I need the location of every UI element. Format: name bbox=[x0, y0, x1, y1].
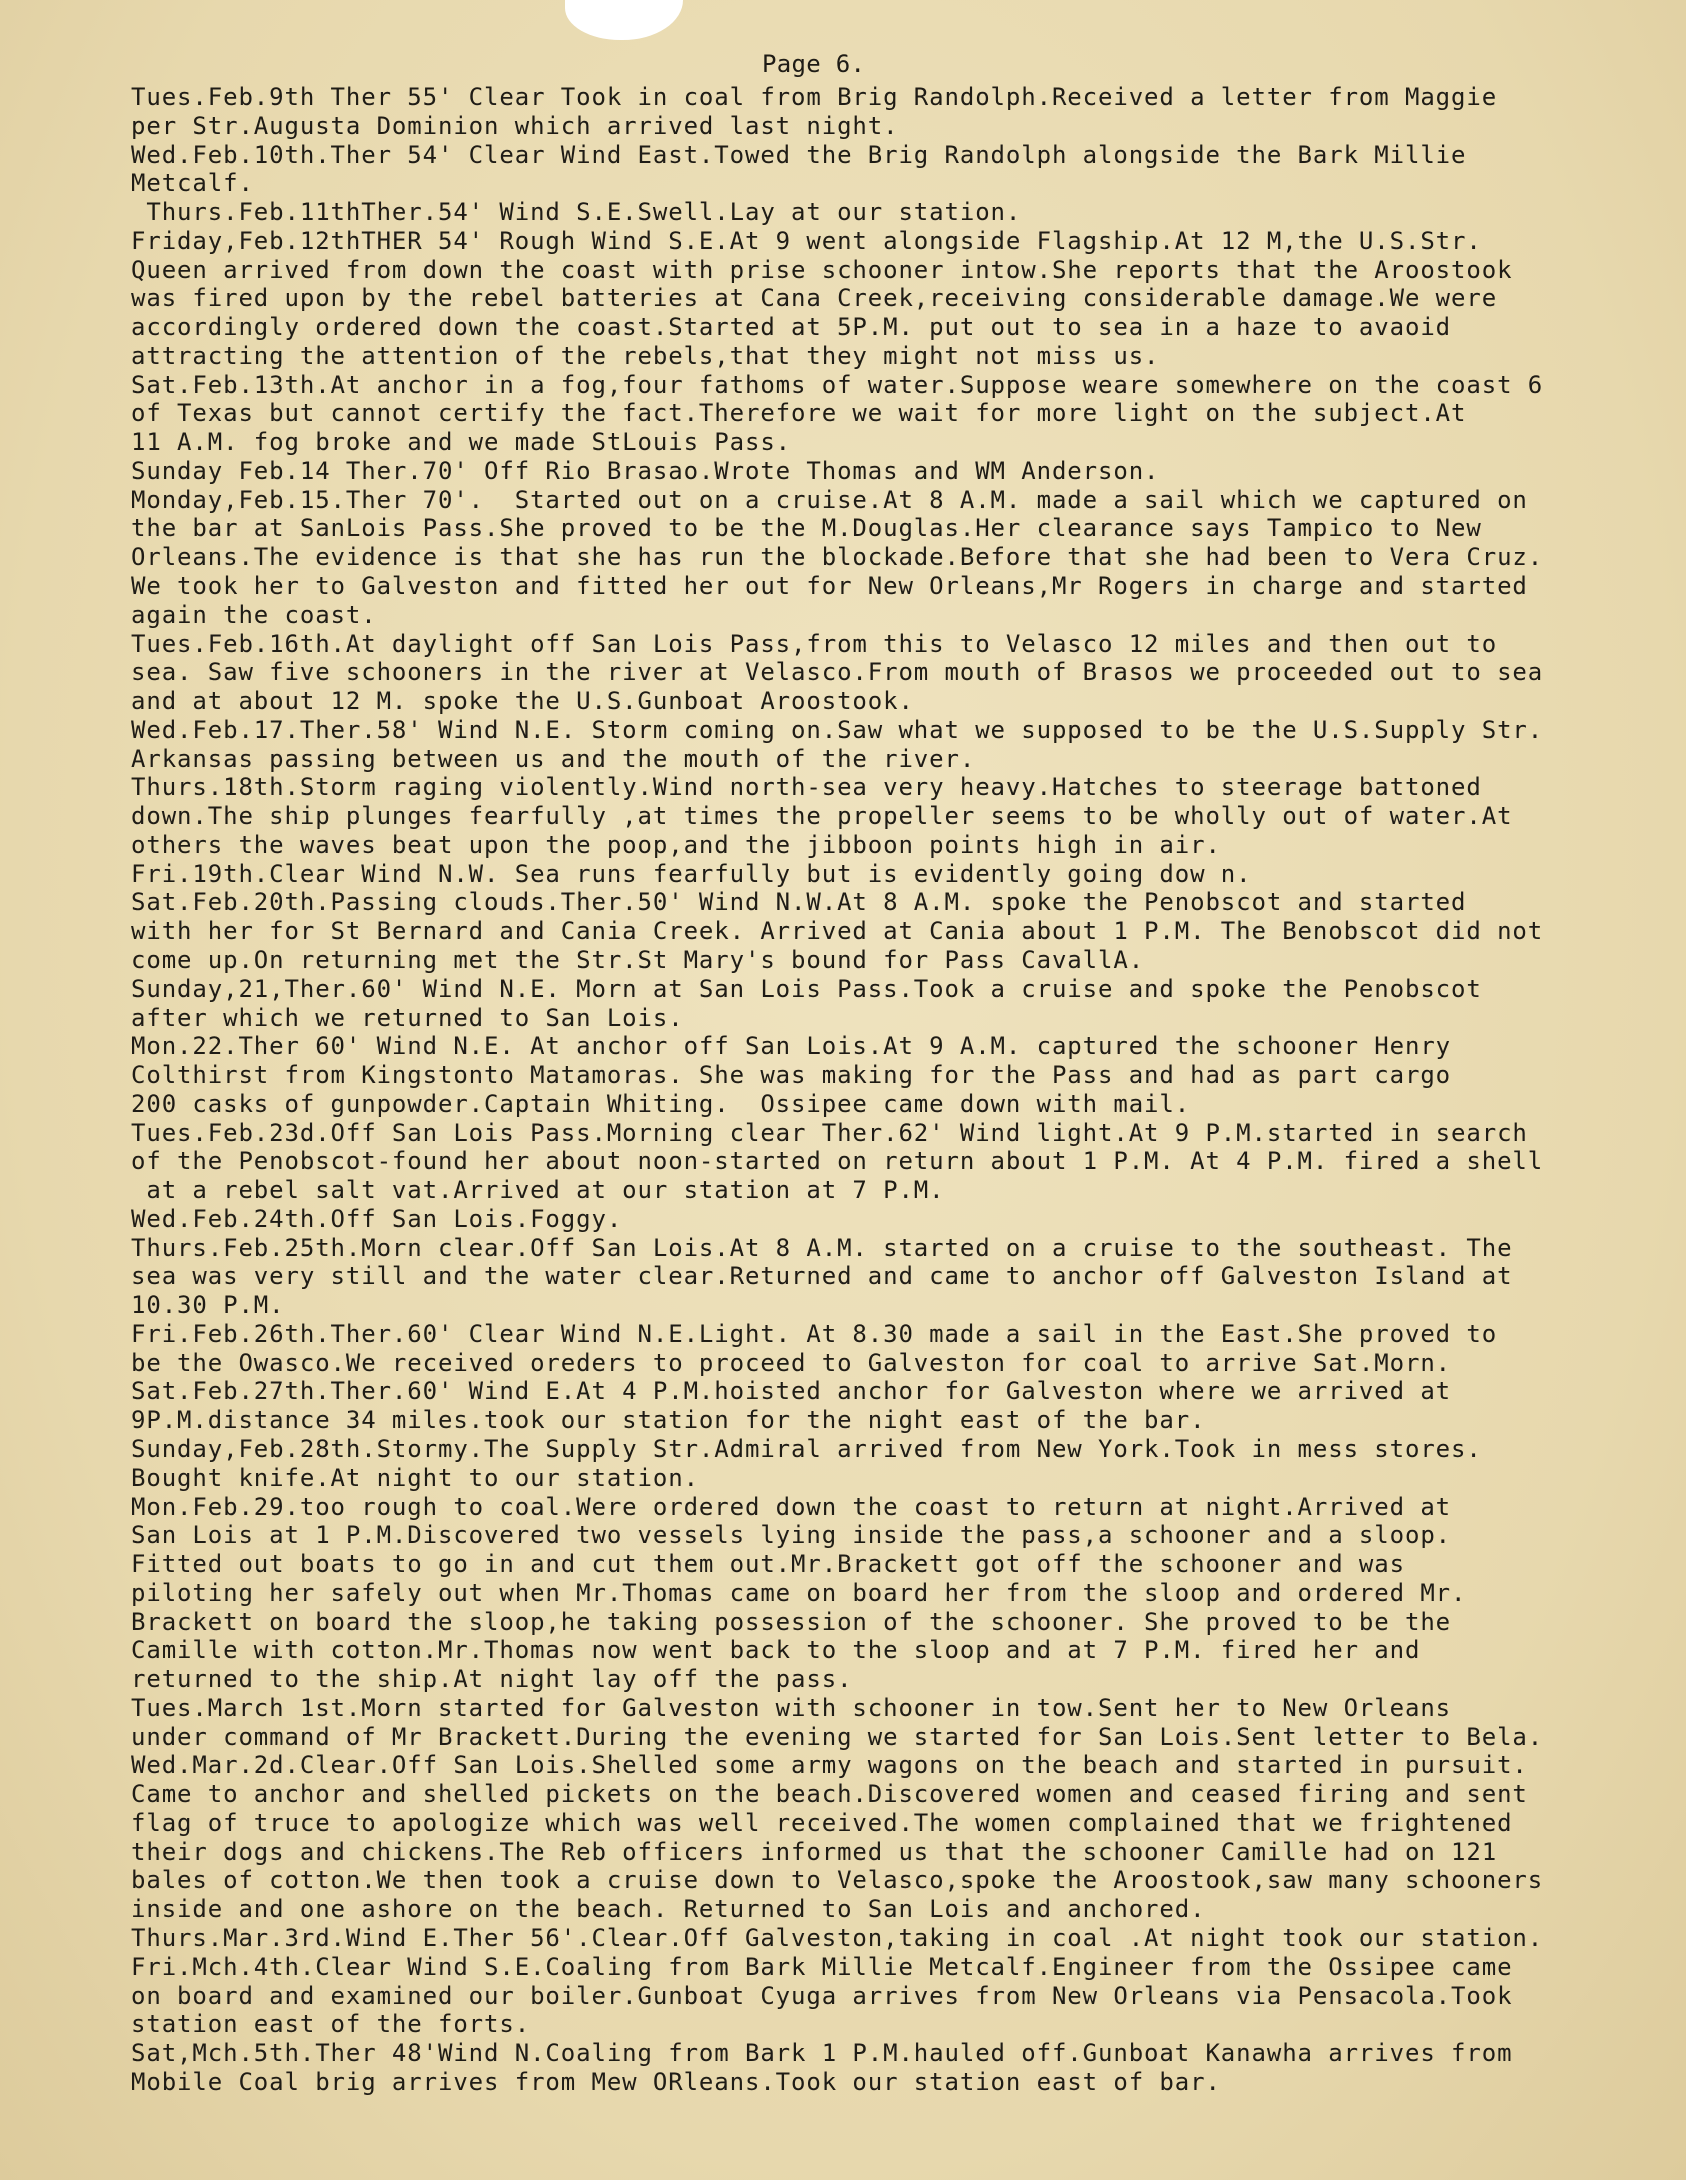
diary-line: at a rebel salt vat.Arrived at our station at 7 P.M. bbox=[131, 1176, 945, 1205]
diary-line: Mobile Coal brig arrives from Mew ORleans.Took our station east of bar. bbox=[131, 2067, 1221, 2096]
diary-line: Thurs.Feb.25th.Morn clear.Off San Lois.At 8 A.M. started on a cruise to the southeast. The bbox=[131, 1233, 1513, 1262]
diary-line: sea. Saw five schooners in the river at Velasco.From mouth of Brasos we proceeded out to sea bbox=[131, 658, 1544, 687]
diary-line: be the Owasco.We received oreders to proceed to Galveston for coal to arrive Sat.Morn. bbox=[131, 1348, 1452, 1377]
diary-line: with her for St Bernard and Cania Creek. Arrived at Cania about 1 P.M. The Benobscot did not bbox=[131, 917, 1544, 946]
diary-line: Bought knife.At night to our station. bbox=[131, 1463, 699, 1492]
torn-paper-edge bbox=[565, 0, 683, 40]
diary-line: piloting her safely out when Mr.Thomas came on board her from the sloop and ordered Mr. bbox=[131, 1578, 1467, 1607]
diary-line: Fri.Feb.26th.Ther.60' Clear Wind N.E.Light. At 8.30 made a sail in the East.She proved to bbox=[131, 1319, 1498, 1348]
diary-line: accordingly ordered down the coast.Started at 5P.M. put out to sea in a haze to avaoid bbox=[131, 313, 1452, 342]
diary-line: Friday,Feb.12thTHER 54' Rough Wind S.E.At 9 went alongside Flagship.At 12 M,the U.S.Str. bbox=[131, 226, 1482, 255]
diary-line: per Str.Augusta Dominion which arrived last night. bbox=[131, 111, 899, 140]
diary-line: We took her to Galveston and fitted her out for New Orleans,Mr Rogers in charge and started bbox=[131, 572, 1528, 601]
diary-line: flag of truce to apologize which was well received.The women complained that we frightened bbox=[131, 1808, 1513, 1837]
diary-line: on board and examined our boiler.Gunboat Cyuga arrives from New Orleans via Pensacola.Took bbox=[131, 1981, 1513, 2010]
diary-line: Tues.Feb.23d.Off San Lois Pass.Morning clear Ther.62' Wind light.At 9 P.M.started in search bbox=[131, 1118, 1528, 1147]
diary-line: come up.On returning met the Str.St Mary's bound for Pass CavallA. bbox=[131, 945, 1145, 974]
diary-line: Sunday,21,Ther.60' Wind N.E. Morn at San Lois Pass.Took a cruise and spoke the Penobscot bbox=[131, 974, 1482, 1003]
diary-line: San Lois at 1 P.M.Discovered two vessels lying inside the pass,a schooner and a sloop. bbox=[131, 1521, 1452, 1550]
diary-line: Metcalf. bbox=[131, 169, 254, 198]
diary-line: Thurs.Feb.11thTher.54' Wind S.E.Swell.Lay at our station. bbox=[131, 198, 1022, 227]
diary-line: Thurs.18th.Storm raging violently.Wind north-sea very heavy.Hatches to steerage battoned bbox=[131, 773, 1482, 802]
diary-line: Mon.22.Ther 60' Wind N.E. At anchor off San Lois.At 9 A.M. captured the schooner Henry bbox=[131, 1032, 1452, 1061]
diary-line: 11 A.M. fog broke and we made StLouis Pass. bbox=[131, 428, 792, 457]
diary-line: 10.30 P.M. bbox=[131, 1291, 285, 1320]
diary-line: Tues.Feb.9th Ther 55' Clear Took in coal from Brig Randolph.Received a letter from Maggie bbox=[131, 83, 1498, 111]
diary-line: the bar at SanLois Pass.She proved to be the M.Douglas.Her clearance says Tampico to New bbox=[131, 514, 1482, 543]
diary-line: Camille with cotton.Mr.Thomas now went back to the sloop and at 7 P.M. fired her and bbox=[131, 1636, 1421, 1665]
diary-line: Colthirst from Kingstonto Matamoras. She was making for the Pass and had as part cargo bbox=[131, 1061, 1452, 1090]
diary-line: Fitted out boats to go in and cut them out.Mr.Brackett got off the schooner and was bbox=[131, 1550, 1405, 1579]
diary-body bbox=[131, 83, 1671, 2097]
diary-line: 200 casks of gunpowder.Captain Whiting. Ossipee came down with mail. bbox=[131, 1089, 1191, 1118]
diary-line: Brackett on board the sloop,he taking possession of the schooner. She proved to be the bbox=[131, 1607, 1452, 1636]
diary-line: Wed.Feb.17.Ther.58' Wind N.E. Storm coming on.Saw what we supposed to be the U.S.Supply Str. bbox=[131, 715, 1544, 744]
diary-line: Fri.19th.Clear Wind N.W. Sea runs fearfully but is evidently going dow n. bbox=[131, 859, 1252, 888]
diary-line: Wed.Feb.10th.Ther 54' Clear Wind East.Towed the Brig Randolph alongside the Bark Millie bbox=[131, 140, 1467, 169]
diary-line: station east of the forts. bbox=[131, 2010, 531, 2039]
diary-line: inside and one ashore on the beach. Returned to San Lois and anchored. bbox=[131, 1895, 1206, 1924]
diary-line: Sat,Mch.5th.Ther 48'Wind N.Coaling from Bark 1 P.M.hauled off.Gunboat Kanawha arrives from bbox=[131, 2039, 1513, 2068]
diary-line: Queen arrived from down the coast with prise schooner intow.She reports that the Aroostook bbox=[131, 255, 1513, 284]
diary-line: their dogs and chickens.The Reb officers informed us that the schooner Camille had on 121 bbox=[131, 1837, 1498, 1866]
diary-line: others the waves beat upon the poop,and the jibboon points high in air. bbox=[131, 830, 1221, 859]
diary-line: bales of cotton.We then took a cruise down to Velasco,spoke the Aroostook,saw many schooners bbox=[131, 1866, 1544, 1895]
diary-line: Sat.Feb.13th.At anchor in a fog,four fathoms of water.Suppose weare somewhere on the coast 6 bbox=[131, 370, 1544, 399]
diary-line: Sunday,Feb.28th.Stormy.The Supply Str.Admiral arrived from New York.Took in mess stores. bbox=[131, 1434, 1482, 1463]
diary-line: Mon.Feb.29.too rough to coal.Were ordered down the coast to return at night.Arrived at bbox=[131, 1492, 1452, 1521]
diary-line: Fri.Mch.4th.Clear Wind S.E.Coaling from Bark Millie Metcalf.Engineer from the Ossipee came bbox=[131, 1952, 1513, 1981]
diary-line: Thurs.Mar.3rd.Wind E.Ther 56'.Clear.Off Galveston,taking in coal .At night took our station. bbox=[131, 1924, 1544, 1952]
diary-line: Sat.Feb.20th.Passing clouds.Ther.50' Wind N.W.At 8 A.M. spoke the Penobscot and started bbox=[131, 888, 1467, 917]
diary-line: under command of Mr Brackett.During the evening we started for San Lois.Sent letter to Bela. bbox=[131, 1722, 1544, 1751]
diary-line: Came to anchor and shelled pickets on the beach.Discovered women and ceased firing and sent bbox=[131, 1780, 1528, 1809]
diary-line: 9P.M.distance 34 miles.took our station for the night east of the bar. bbox=[131, 1406, 1206, 1435]
diary-line: Orleans.The evidence is that she has run the blockade.Before that she had been to Vera Cruz. bbox=[131, 543, 1544, 572]
diary-line: Tues.March 1st.Morn started for Galveston with schooner in tow.Sent her to New Orleans bbox=[131, 1693, 1452, 1722]
diary-line: of the Penobscot-found her about noon-started on return about 1 P.M. At 4 P.M. fired a shell bbox=[131, 1147, 1544, 1176]
diary-line: and at about 12 M. spoke the U.S.Gunboat Aroostook. bbox=[131, 687, 914, 716]
diary-line: sea was very still and the water clear.Returned and came to anchor off Galveston Island at bbox=[131, 1262, 1513, 1291]
page-number: Page 6. bbox=[762, 50, 866, 78]
diary-line: Tues.Feb.16th.At daylight off San Lois Pass,from this to Velasco 12 miles and then out to bbox=[131, 629, 1498, 658]
diary-line: Sat.Feb.27th.Ther.60' Wind E.At 4 P.M.hoisted anchor for Galveston where we arrived at bbox=[131, 1377, 1452, 1406]
diary-line: was fired upon by the rebel batteries at Cana Creek,receiving considerable damage.We were bbox=[131, 284, 1498, 313]
diary-line: Arkansas passing between us and the mouth of the river. bbox=[131, 744, 976, 773]
diary-line: down.The ship plunges fearfully ,at times the propeller seems to be wholly out of water.At bbox=[131, 802, 1513, 831]
diary-line: Wed.Mar.2d.Clear.Off San Lois.Shelled some army wagons on the beach and started in pursuit. bbox=[131, 1751, 1528, 1780]
diary-line: Wed.Feb.24th.Off San Lois.Foggy. bbox=[131, 1204, 623, 1233]
diary-line: Sunday Feb.14 Ther.70' Off Rio Brasao.Wrote Thomas and WM Anderson. bbox=[131, 456, 1160, 485]
diary-line: again the coast. bbox=[131, 600, 377, 629]
diary-line: returned to the ship.At night lay off the pass. bbox=[131, 1665, 853, 1694]
diary-line: attracting the attention of the rebels,that they might not miss us. bbox=[131, 341, 1160, 370]
diary-line: Monday,Feb.15.Ther 70'. Started out on a cruise.At 8 A.M. made a sail which we captured on bbox=[131, 485, 1528, 514]
diary-line: after which we returned to San Lois. bbox=[131, 1003, 684, 1032]
diary-line: of Texas but cannot certify the fact.Therefore we wait for more light on the subject.At bbox=[131, 399, 1467, 428]
